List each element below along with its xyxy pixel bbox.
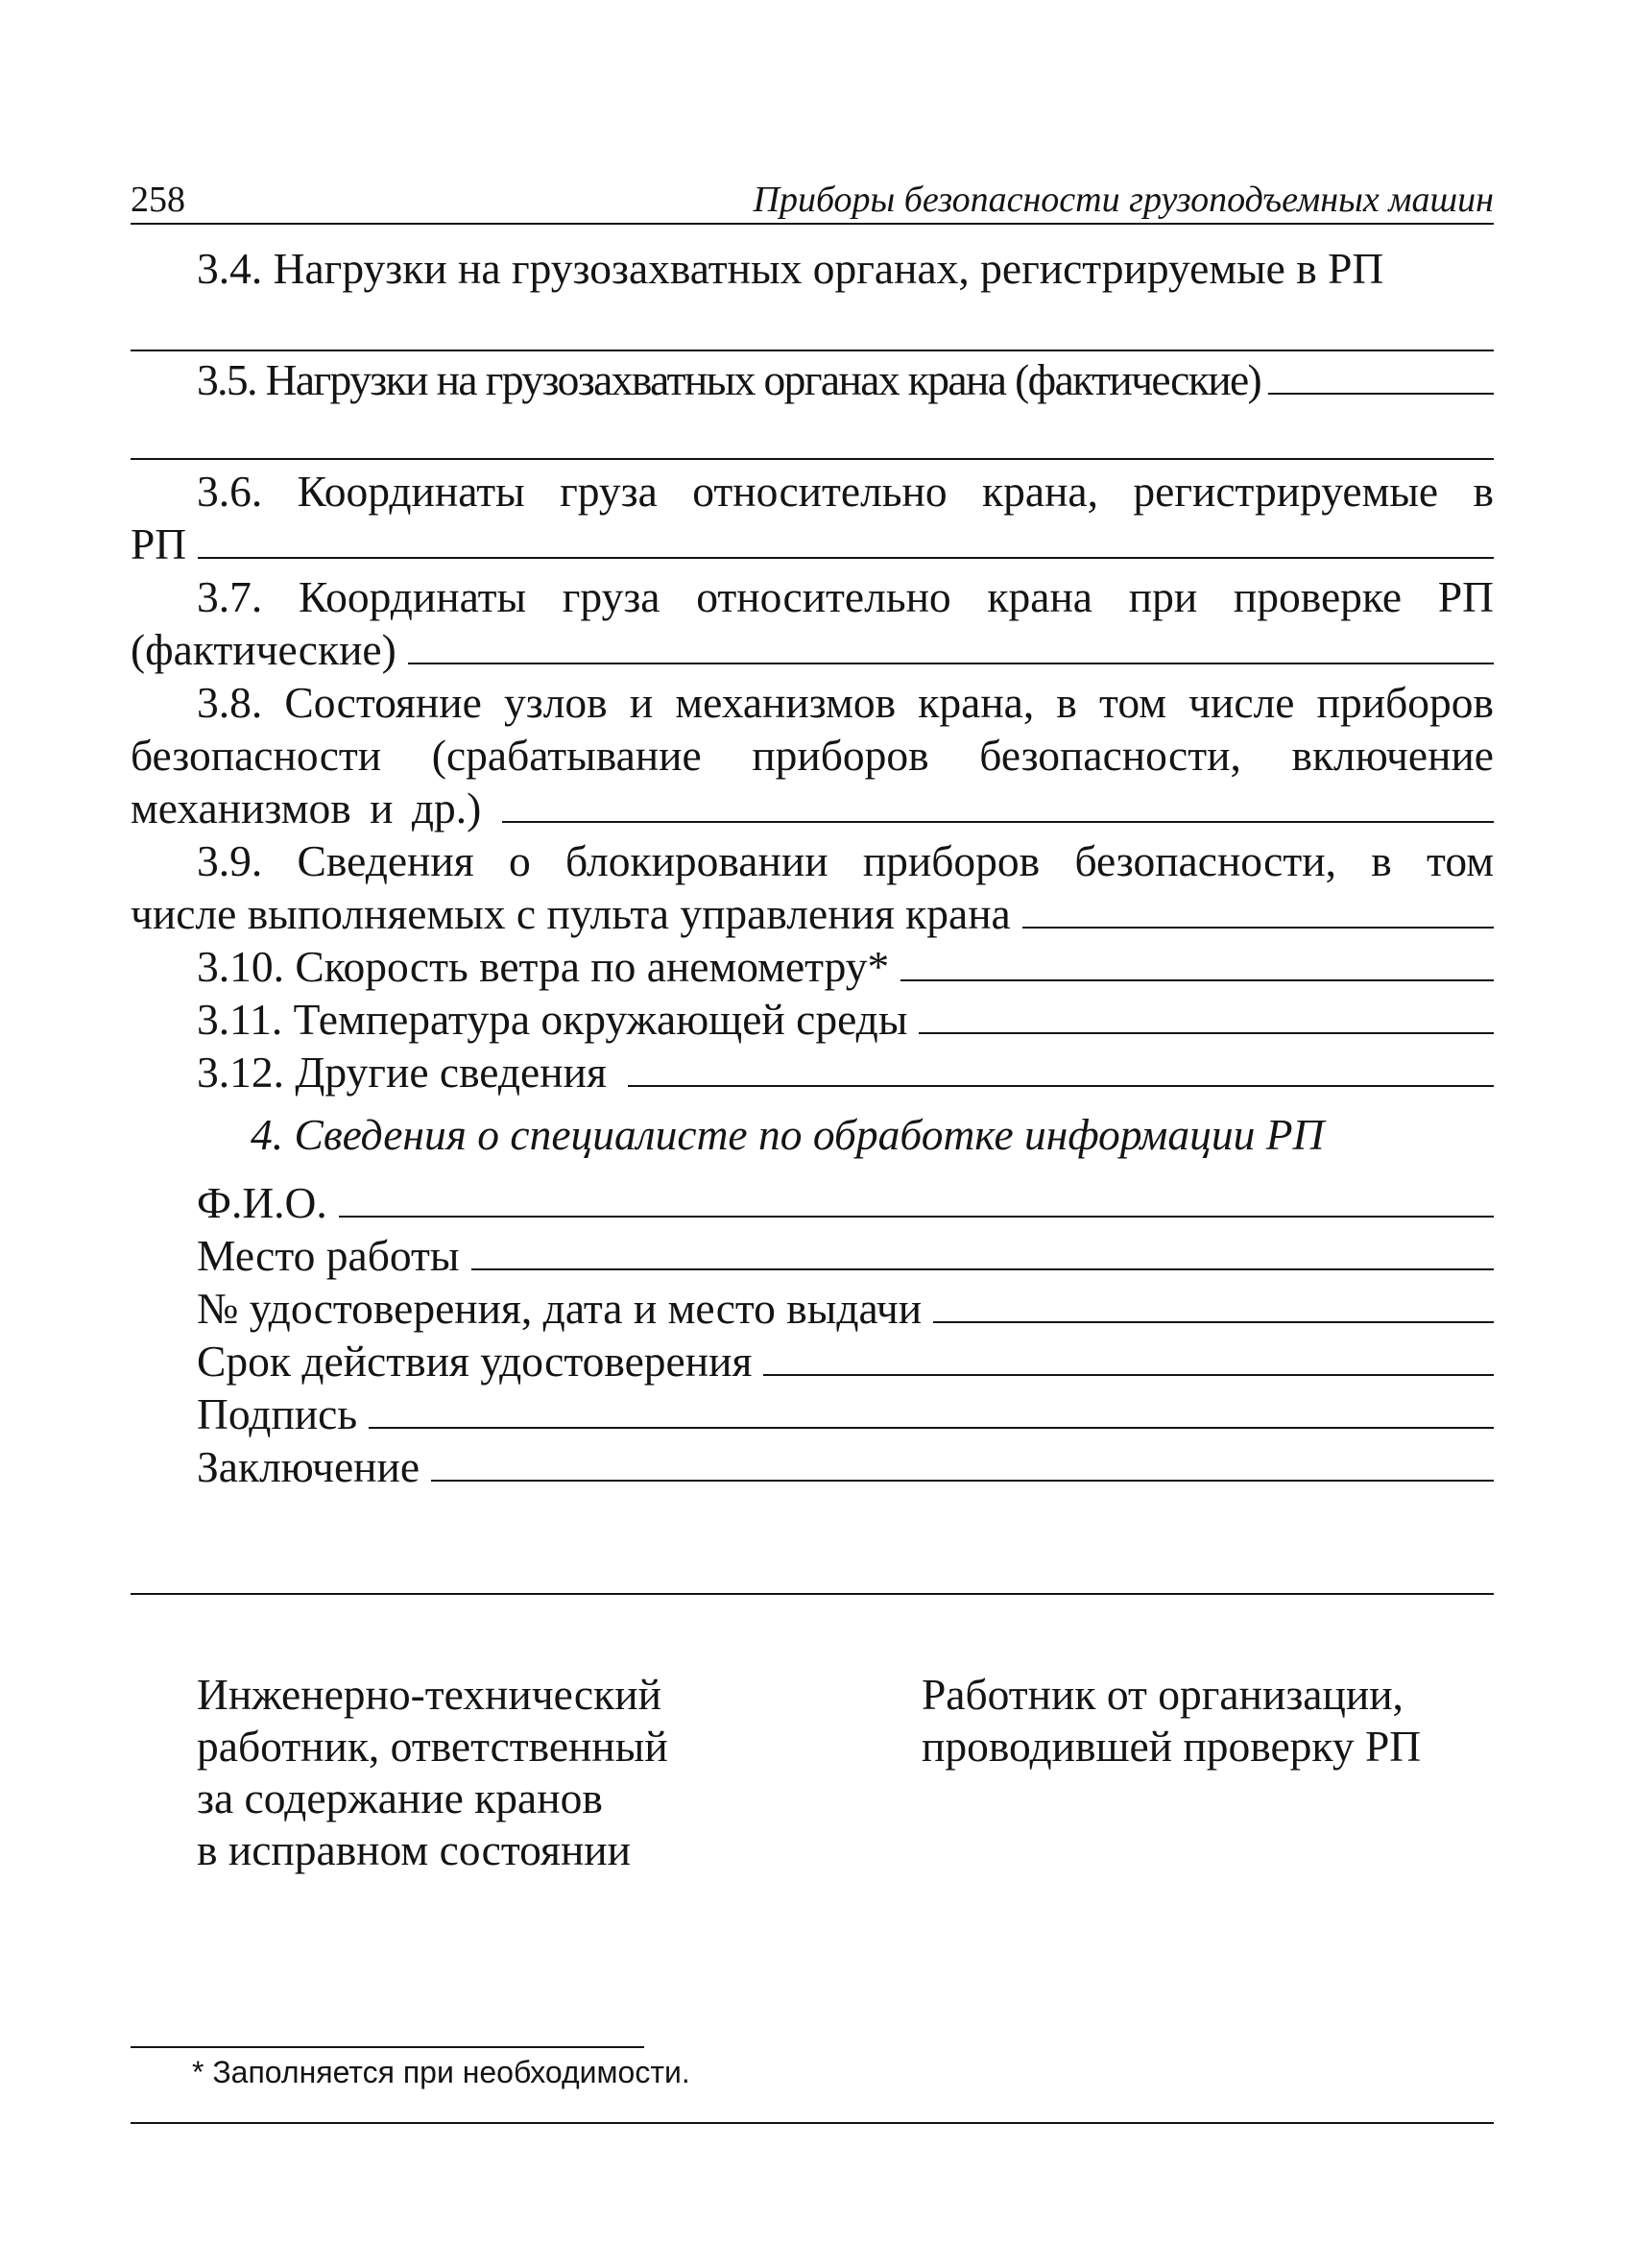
- page-bottom-rule: [131, 2122, 1494, 2124]
- certificate-field[interactable]: [933, 1287, 1494, 1323]
- item-3-11-field[interactable]: [919, 998, 1494, 1034]
- item-3-6-label-cont: РП: [131, 519, 187, 568]
- certificate-row: [197, 1282, 1494, 1335]
- item-3-7-cont: [131, 623, 1494, 676]
- item-3-9-label: 3.9. Сведения о блокировании приборов безопасности, в том: [197, 836, 1494, 885]
- item-3-12-field[interactable]: [628, 1050, 1494, 1087]
- conclusion-row: [197, 1440, 1494, 1493]
- workplace-row: [197, 1229, 1494, 1282]
- signatory-right-line: Работник от организации,: [922, 1670, 1404, 1719]
- item-3-5: [131, 353, 1494, 406]
- item-3-9-cont: [131, 887, 1494, 940]
- item-3-7-label: 3.7. Координаты груза относительно крана при проверке РП: [197, 572, 1494, 621]
- signatory-left-line: Инженерно-технический: [197, 1670, 661, 1719]
- signatory-left-line: работник, ответственный: [197, 1722, 668, 1771]
- item-3-4-label: 3.4. Нагрузки на грузозахватных органах, регистрируемые в РП: [197, 244, 1384, 293]
- workplace-field[interactable]: [471, 1234, 1495, 1270]
- fio-row: [197, 1176, 1494, 1229]
- item-3-4-blank[interactable]: [131, 295, 1494, 351]
- item-3-8-field[interactable]: [502, 786, 1494, 823]
- item-3-10: [131, 940, 1494, 993]
- validity-label: Срок действия удостоверения: [197, 1337, 753, 1386]
- item-3-6-label: 3.6. Координаты груза относительно крана, регистрируемые в: [197, 467, 1494, 516]
- signatory-right-line: проводившей проверку РП: [922, 1722, 1422, 1771]
- item-3-5-blank[interactable]: [131, 406, 1494, 460]
- item-3-4: [131, 242, 1494, 295]
- validity-field[interactable]: [763, 1339, 1494, 1376]
- workplace-label: Место работы: [197, 1231, 460, 1280]
- header-rule: [131, 223, 1494, 225]
- item-3-8-label-cont-2: механизмов и др.): [131, 784, 482, 832]
- item-3-7-label-cont: (фактические): [131, 625, 396, 674]
- conclusion-blank-line[interactable]: [131, 1593, 1494, 1595]
- item-3-6: [131, 465, 1494, 518]
- page-number: 258: [131, 180, 185, 220]
- signatory-left: [197, 1669, 668, 1876]
- item-3-9-label-cont: числе выполняемых с пульта управления крана: [131, 889, 1011, 938]
- validity-row: [197, 1335, 1494, 1387]
- item-3-12: [131, 1046, 1494, 1098]
- item-3-8-cont-1: [131, 729, 1494, 782]
- item-3-10-field[interactable]: [900, 945, 1494, 981]
- running-title: Приборы безопасности грузоподъемных машин: [753, 180, 1494, 220]
- footnote: * Заполняется при необходимости.: [192, 2055, 690, 2089]
- item-3-6-cont: [131, 518, 1494, 570]
- item-3-11-label: 3.11. Температура окружающей среды: [197, 995, 908, 1044]
- item-3-5-label: 3.5. Нагрузки на грузозахватных органах крана (фактические): [197, 355, 1261, 404]
- item-3-9-field[interactable]: [1022, 892, 1494, 929]
- certificate-label: № удостоверения, дата и место выдачи: [197, 1284, 923, 1333]
- item-3-7-field[interactable]: [408, 628, 1494, 664]
- signatory-left-line: в исправном состоянии: [197, 1825, 632, 1874]
- item-3-12-label: 3.12. Другие сведения: [197, 1048, 607, 1097]
- form-content: [131, 242, 1494, 1493]
- fio-label: Ф.И.О.: [197, 1178, 327, 1227]
- conclusion-field[interactable]: [431, 1445, 1494, 1482]
- footnote-rule: [131, 2046, 644, 2048]
- signatory-left-line: за содержание кранов: [197, 1773, 603, 1822]
- item-3-8-cont-2: [131, 782, 1494, 834]
- signatory-right: [922, 1669, 1421, 1773]
- specialist-fields: [131, 1176, 1494, 1493]
- item-3-6-field[interactable]: [198, 522, 1494, 559]
- item-3-8-label: 3.8. Состояние узлов и механизмов крана, в том числе приборов: [197, 678, 1494, 727]
- item-3-8: [131, 676, 1494, 729]
- item-3-7: [131, 570, 1494, 623]
- item-3-8-label-cont-1: безопасности (срабатывание приборов безопасности, включение: [131, 731, 1494, 780]
- conclusion-label: Заключение: [197, 1442, 420, 1491]
- section-4-title: 4. Сведения о специалисте по обработке информации РП: [251, 1110, 1325, 1159]
- signature-label: Подпись: [197, 1389, 358, 1438]
- item-3-5-field[interactable]: [1268, 358, 1494, 395]
- item-3-9: [131, 834, 1494, 887]
- signature-row: [197, 1387, 1494, 1440]
- fio-field[interactable]: [339, 1181, 1494, 1218]
- signature-field[interactable]: [369, 1392, 1494, 1429]
- page-header: [131, 171, 1494, 225]
- item-3-10-label: 3.10. Скорость ветра по анемометру*: [197, 942, 890, 991]
- item-3-11: [131, 993, 1494, 1046]
